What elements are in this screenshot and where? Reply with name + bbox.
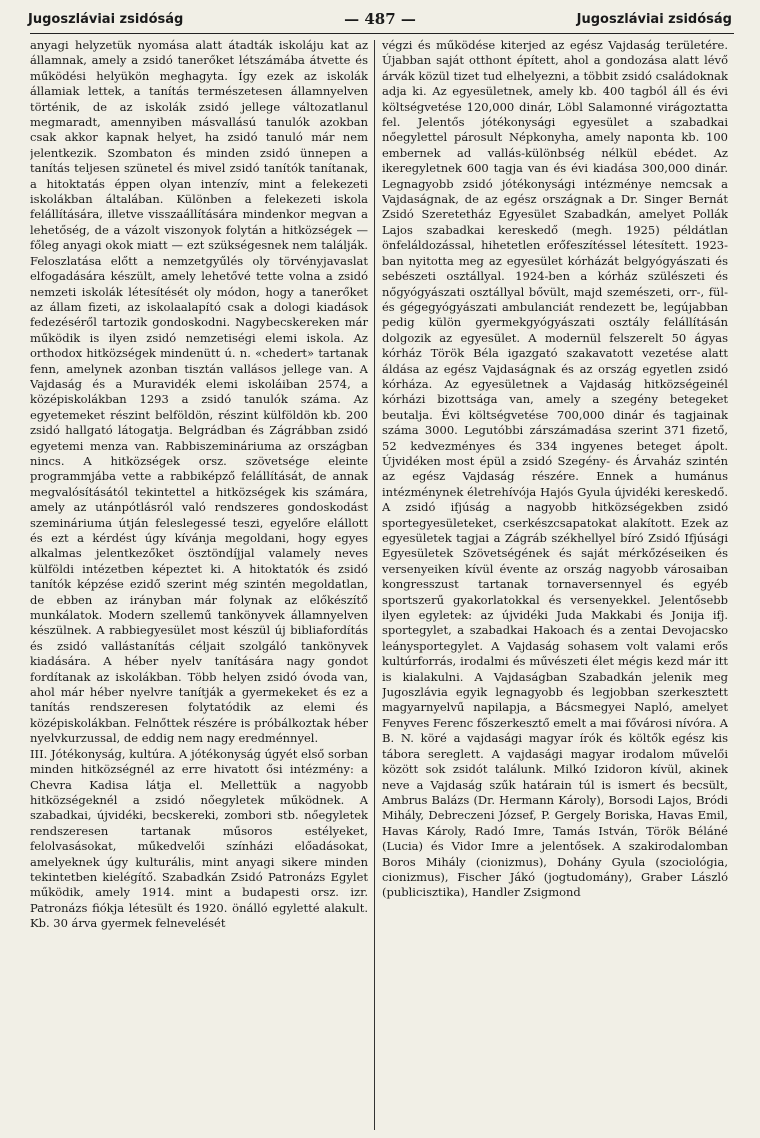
column-separator	[374, 40, 375, 1130]
header-left-title: Jugoszláviai zsidóság	[28, 11, 184, 27]
header-rule	[30, 33, 734, 34]
page-number: — 487 —	[344, 10, 416, 28]
paragraph-charity-continued: végzi és működése kiterjed az egész Vajdaság területére. Újabban saját otthont épített, ahol a gondozása alatt lévő árvák közül tizet tud elhelyezni, a többit zsidó családoknak adja ki. Az egyesületnek, amely kb. 400 tagból áll és évi költségvetése 120,000 dinár, Löbl Salamonné virágoztatta fel. Jelentős jótékonysági egyesület a szabadkai nőegylettel párosult Népkonyha, amely naponta kb. 100 embernek ad vallás-különbség nélkül ebédet. Az ikeregyletnek 600 tagja van és évi kiadása 300,000 dinár. Legnagyobb zsidó jótékonysági intézménye nemcsak a Vajdaságnak, de az egész országnak a Dr. Singer Bernát Zsidó Szeretetház Egyesület Szabadkán, amelyet Pollák Lajos szabadkai kereskedő (megh. 1925) példátlan önfeláldozással, hihetetlen erőfeszítéssel létesített. 1923-ban nyitotta meg az egyesület kórházát belgyógyászati és sebészeti osztállyal. 1924-ben a kórház szülészeti és nőgyógyászati osztállyal bővült, majd szemészeti, orr-, fül- és gégegyógyászati ambulanciát rendezett be, legújabban pedig külön gyermekgyógyászati osztály felállításán dolgozik az egyesület. A modernül felszerelt 50 ágyas kórház Török Béla igazgató szakavatott vezetése alatt áldása az egész Vajdaságnak és az ország egyetlen zsidó kórháza. Az egyesületnek a Vajdaság hitközségeinél kórházi bizottsága van, amely a szegény betegeket beutalja. Évi költségvetése 700,000 dinár és tagjainak száma 3000. Legutóbbi zárszámadása szerint 371 fizető, 52 kedvezményes és 334 ingyenes beteget ápolt. Újvidéken most épül a zsidó Szegény- és Árvaház szintén az egész Vajdaság részére. Ennek a humánus intézménynek életrehívója Hajós Gyula újvidéki kereskedő. A zsidó ifjúság a nagyobb hitközségekben zsidó sportegyesületeket, cserkészcsapatokat alakított. Ezek az egyesületek tagjai a Zágráb székhellyel bíró Zsidó Ifjúsági Egyesületek Szövetségének és saját mérkőzéseiken és versenyeiken kívül évente az ország nagyobb városaiban kongresszust tartanak tornaversennyel és egyéb sportszerű gyakorlatokkal és versenyekkel. Jelentősebb ilyen egyletek: az újvidéki Juda Makkabi és Jonija ifj. sportegylet, a szabadkai Hakoach és a zentai Devojacsko leánysportegylet. A Vajdaság sohasem volt valami erős kultúrforrás, irodalmi és művészeti élet mégis kezd már itt is kialakulni. A Vajdaságban Szabadkán jelenik meg Jugoszlávia egyik legnagyobb és legjobban szerkesztett magyarnyelvű napilapja, a Bácsmegyei Napló, amelyet Fenyves Ferenc főszerkesztő emelt a mai fővárosi nívóra. A B. N. köré a vajdasági magyar írók és költők egész kis tábora sereglett. A vajdasági magyar irodalom művelői között sok zsidót találunk. Milkó Izidoron kívül, akinek neve a Vajdaság szűk határain túl is ismert és becsült, Ambrus Balázs (Dr. Hermann Károly), Borsodi Lajos, Bródi Mihály, Debreczeni József, P. Gergely Boriska, Havas Emil, Havas Károly, Radó Imre, Tamás István, Török Béláné (Lucia) és Vidor Imre a jelentősek. A szakirodalomban Boros Mihály (cionizmus), Dohány Gyula (szociológia, cionizmus), Fischer Jákó (jogtudomány), Graber László (publicisztika), Handler Zsigmond	[382, 38, 728, 900]
left-column	[30, 38, 368, 1133]
paragraph-charity-culture: III. Jótékonyság, kultúra. A jótékonyság úgyét első sorban minden hitközségnél az erre hivatott ősi intézmény: a Chevra Kadisa látja el. Mellettük a nagyobb hitközségeknél a zsidó nőegyletek működnek. A szabadkai, újvidéki, becskereki, zombori stb. nőegyletek rendszeresen tartanak műsoros estélyeket, felolvasásokat, műkedvelői színházi előadásokat, amelyeknek úgy kulturális, mint anyagi sikere minden tekintetben kielégítő. Szabadkán Zsidó Patronázs Egylet működik, amely 1914. mint a budapesti orsz. izr. Patronázs fiókja létesült és 1920. önálló egyletté alakult. Kb. 30 árva gyermek felnevelését	[30, 746, 368, 931]
running-header	[28, 6, 732, 32]
right-column	[382, 38, 728, 1133]
header-right-title: Jugoszláviai zsidóság	[576, 11, 732, 27]
paragraph-education: anyagi helyzetük nyomása alatt átadták iskoláju kat az államnak, amely a zsidó tanerőket létszámába átvette és működési helyükön meghagyta. Így ezek az iskolák államiak lettek, a tanítás természetesen államnyelven történik, de az iskolák zsidó jellege változatlanul megmaradt, amennyiben másvallású tanulók azokban csak akkor kapnak helyet, ha zsidó tanuló már nem jelentkezik. Szombaton és minden zsidó ünnepen a tanítás teljesen szünetel és mivel zsidó tanítók tanítanak, a hitoktatás éppen olyan intenzív, mint a felekezeti iskolákban általában. Különben a felekezeti iskola felállítására, illetve visszaállítására mindenkor megvan a lehetőség, de a vázolt viszonyok folytán a hitközségek — főleg anyagi okok miatt — ezt szükségesnek nem találják. Feloszlatása előtt a nemzetgyűlés oly törvényjavaslat elfogadására készült, amely lehetővé tette volna a zsidó nemzeti iskolák létesítését oly módon, hogy a tanerőket az állam fizeti, az iskolaalapító csak a dologi kiadások fedezéséről tartozik gondoskodni. Nagybecskereken már működik is ilyen zsidó nemzetiségi elemi iskola. Az orthodox hitközségek mindenütt ú. n. «chedert» tartanak fenn, amelynek azonban tisztán vallásos jellege van. A Vajdaság és a Muravidék elemi iskoláiban 2574, a középiskolákban 1293 a zsidó tanulók száma. Az egyetemeket részint belföldön, részint külföldön kb. 200 zsidó hallgató látogatja. Belgrádban és Zágrábban zsidó egyetemi menza van. Rabbiszemináriuma az országban nincs. A hitközségek orsz. szövetsége eleinte programmjába vette a rabbiképző felállítását, de annak megvalósításától tekintettel a hitközségek kis számára, amely az utánpótlásról való rendszeres gondoskodást szemináriuma útján feleslegessé teszi, egyelőre elállott és ezt a kérdést úgy kívánja megoldani, hogy egyes alkalmas jelentkezőket ösztöndíjjal valamely neves külföldi intézetben képeztet ki. A hitoktatók és zsidó tanítók képzése ezidő szerint még szintén megoldatlan, de ebben az irányban már folynak az előkészítő munkálatok. Modern szellemű tankönyvek államnyelven készülnek. A rabbiegyesület most készül új bibliafordítás és zsidó vallástanítás céljait szolgáló tankönyvek kiadására. A héber nyelv tanítására nagy gondot fordítanak az iskolákban. Több helyen zsidó óvoda van, ahol már héber nyelvre tanítják a gyermekeket és ez a tanítás rendszeresen folytatódik az elemi és középiskolákban. Felnőttek részére is próbálkoztak héber nyelvkurzussal, de eddig nem nagy eredménnyel.	[30, 38, 368, 746]
